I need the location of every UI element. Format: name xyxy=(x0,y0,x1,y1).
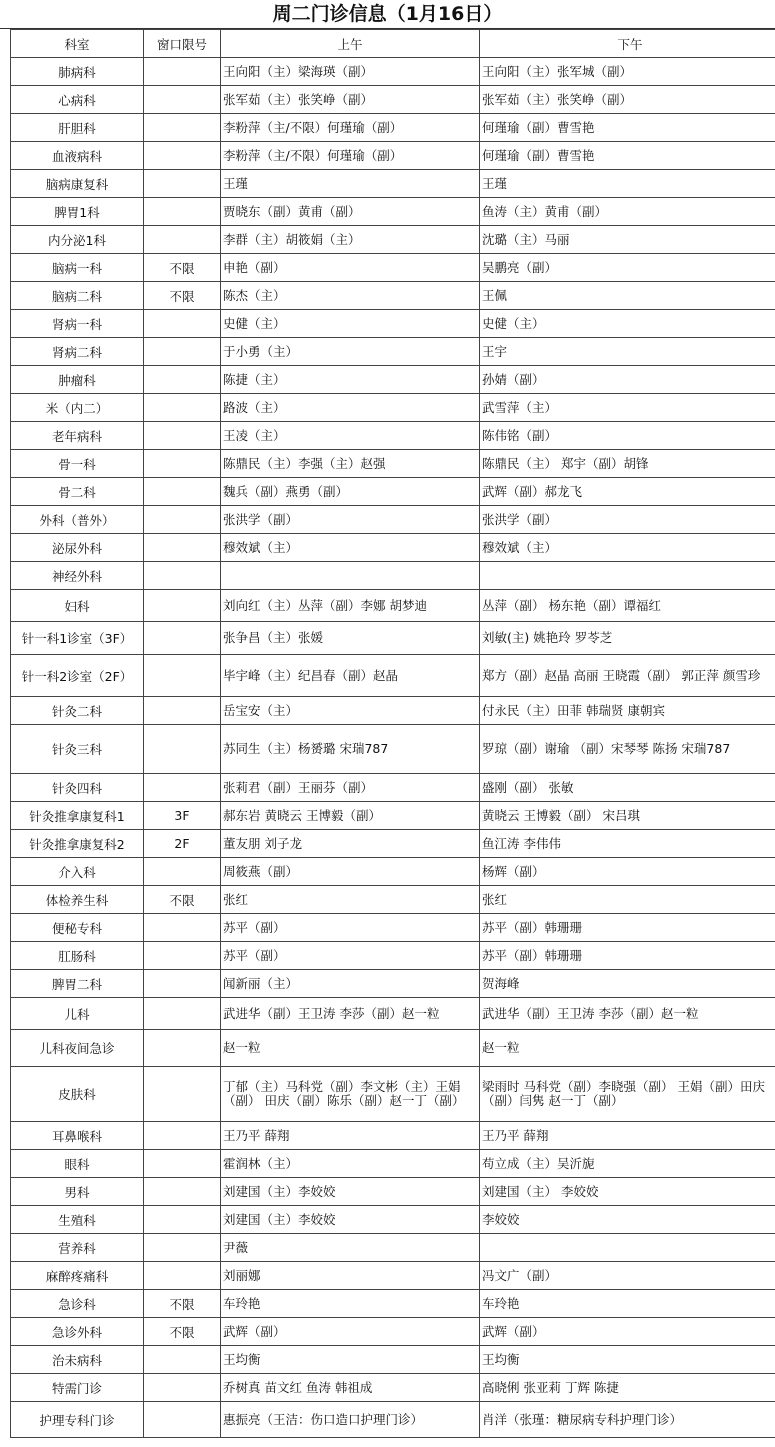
window-limit-cell xyxy=(144,506,221,534)
department-cell: 便秘专科 xyxy=(11,914,144,942)
window-limit-cell xyxy=(144,534,221,562)
table-row xyxy=(11,802,775,830)
window-limit-cell xyxy=(144,970,221,998)
afternoon-cell: 何瑾瑜（副）曹雪艳 xyxy=(480,114,775,142)
morning-cell: 李粉萍（主/不限）何瑾瑜（副） xyxy=(221,142,480,170)
morning-cell: 岳宝安（主） xyxy=(221,697,480,725)
morning-cell: 尹薇 xyxy=(221,1234,480,1262)
window-limit-cell xyxy=(144,725,221,774)
afternoon-cell: 史健（主） xyxy=(480,310,775,338)
table-row xyxy=(11,142,775,170)
window-limit-cell xyxy=(144,450,221,478)
afternoon-cell: 刘建国（主） 李姣姣 xyxy=(480,1178,775,1206)
afternoon-cell: 王佩 xyxy=(480,282,775,310)
morning-cell: 王均衡 xyxy=(221,1346,480,1374)
department-cell: 神经外科 xyxy=(11,562,144,590)
morning-cell: 乔树真 苗文红 鱼涛 韩祖成 xyxy=(221,1374,480,1402)
table-row xyxy=(11,774,775,802)
morning-cell: 惠振亮（王洁：伤口造口护理门诊） xyxy=(221,1402,480,1438)
afternoon-cell: 张军茹（主）张笑峥（副） xyxy=(480,86,775,114)
table-row xyxy=(11,942,775,970)
morning-cell: 张争昌（主）张媛 xyxy=(221,622,480,655)
morning-cell: 刘建国（主）李姣姣 xyxy=(221,1178,480,1206)
table-row xyxy=(11,1346,775,1374)
morning-cell: 陈鼎民（主）李强（主）赵强 xyxy=(221,450,480,478)
morning-cell: 穆效斌（主） xyxy=(221,534,480,562)
table-row xyxy=(11,970,775,998)
window-limit-cell xyxy=(144,1402,221,1438)
morning-cell: 武进华（副）王卫涛 李莎（副）赵一粒 xyxy=(221,998,480,1030)
table-row xyxy=(11,1178,775,1206)
afternoon-cell: 武辉（副） xyxy=(480,1318,775,1346)
department-cell: 治未病科 xyxy=(11,1346,144,1374)
morning-cell: 李粉萍（主/不限）何瑾瑜（副） xyxy=(221,114,480,142)
department-cell: 脑病康复科 xyxy=(11,170,144,198)
window-limit-cell xyxy=(144,914,221,942)
afternoon-cell: 陈伟铭（副） xyxy=(480,422,775,450)
department-cell: 特需门诊 xyxy=(11,1374,144,1402)
morning-cell: 苏平（副） xyxy=(221,942,480,970)
window-limit-cell xyxy=(144,86,221,114)
table-row xyxy=(11,725,775,774)
window-limit-cell: 不限 xyxy=(144,886,221,914)
table-row xyxy=(11,1234,775,1262)
department-cell: 皮肤科 xyxy=(11,1067,144,1122)
window-limit-cell xyxy=(144,114,221,142)
department-cell: 脾胃1科 xyxy=(11,198,144,226)
morning-cell: 刘向红（主）丛萍（副）李娜 胡梦迪 xyxy=(221,590,480,622)
department-cell: 肿瘤科 xyxy=(11,366,144,394)
afternoon-cell xyxy=(480,562,775,590)
department-cell: 脑病一科 xyxy=(11,254,144,282)
table-row xyxy=(11,590,775,622)
window-limit-cell: 不限 xyxy=(144,1318,221,1346)
afternoon-cell: 刘敏(主) 姚艳玲 罗苓芝 xyxy=(480,622,775,655)
afternoon-cell: 李姣姣 xyxy=(480,1206,775,1234)
window-limit-cell xyxy=(144,697,221,725)
department-cell: 外科（普外） xyxy=(11,506,144,534)
table-row xyxy=(11,1290,775,1318)
department-cell: 麻醉疼痛科 xyxy=(11,1262,144,1290)
window-limit-cell: 3F xyxy=(144,802,221,830)
morning-cell: 周筱燕（副） xyxy=(221,858,480,886)
morning-cell: 赵一粒 xyxy=(221,1030,480,1067)
afternoon-cell: 苟立成（主）吴沂旎 xyxy=(480,1150,775,1178)
window-limit-cell xyxy=(144,310,221,338)
window-limit-cell: 2F xyxy=(144,830,221,858)
afternoon-cell: 王乃平 薛翔 xyxy=(480,1122,775,1150)
morning-cell: 于小勇（主） xyxy=(221,338,480,366)
window-limit-cell xyxy=(144,422,221,450)
table-row xyxy=(11,1374,775,1402)
afternoon-cell: 吴鹏亮（副） xyxy=(480,254,775,282)
morning-cell xyxy=(221,562,480,590)
department-cell: 针灸三科 xyxy=(11,725,144,774)
department-cell: 骨一科 xyxy=(11,450,144,478)
afternoon-cell: 赵一粒 xyxy=(480,1030,775,1067)
department-cell: 针一科2诊室（2F） xyxy=(11,655,144,697)
table-row xyxy=(11,338,775,366)
table-row xyxy=(11,478,775,506)
table-row xyxy=(11,226,775,254)
window-limit-cell xyxy=(144,655,221,697)
window-limit-cell: 不限 xyxy=(144,282,221,310)
department-cell: 眼科 xyxy=(11,1150,144,1178)
afternoon-cell: 何瑾瑜（副）曹雪艳 xyxy=(480,142,775,170)
afternoon-cell: 孙婧（副） xyxy=(480,366,775,394)
table-row xyxy=(11,450,775,478)
morning-cell: 张军茹（主）张笑峥（副） xyxy=(221,86,480,114)
department-cell: 针灸四科 xyxy=(11,774,144,802)
table-row xyxy=(11,697,775,725)
afternoon-cell: 高晓俐 张亚莉 丁辉 陈捷 xyxy=(480,1374,775,1402)
table-row xyxy=(11,254,775,282)
department-cell: 急诊科 xyxy=(11,1290,144,1318)
table-row xyxy=(11,1318,775,1346)
table-row xyxy=(11,198,775,226)
morning-cell: 张红 xyxy=(221,886,480,914)
window-limit-cell xyxy=(144,338,221,366)
table-row xyxy=(11,998,775,1030)
department-cell: 儿科 xyxy=(11,998,144,1030)
window-limit-cell: 不限 xyxy=(144,1290,221,1318)
table-row xyxy=(11,914,775,942)
afternoon-cell: 付永民（主）田菲 韩瑞贤 康朝宾 xyxy=(480,697,775,725)
afternoon-cell: 王瑾 xyxy=(480,170,775,198)
afternoon-cell: 王宇 xyxy=(480,338,775,366)
morning-cell: 魏兵（副）燕勇（副） xyxy=(221,478,480,506)
morning-cell: 陈捷（主） xyxy=(221,366,480,394)
table-row xyxy=(11,655,775,697)
table-row xyxy=(11,622,775,655)
table-row xyxy=(11,394,775,422)
window-limit-cell xyxy=(144,1067,221,1122)
header-morning: 上午 xyxy=(221,30,480,58)
morning-cell: 王乃平 薛翔 xyxy=(221,1122,480,1150)
department-cell: 针灸二科 xyxy=(11,697,144,725)
window-limit-cell xyxy=(144,58,221,86)
afternoon-cell: 张洪学（副） xyxy=(480,506,775,534)
table-row xyxy=(11,114,775,142)
header-row xyxy=(11,30,775,58)
window-limit-cell xyxy=(144,394,221,422)
afternoon-cell: 黄晓云 王博毅（副） 宋吕琪 xyxy=(480,802,775,830)
table-row xyxy=(11,1262,775,1290)
morning-cell: 董友朋 刘子龙 xyxy=(221,830,480,858)
afternoon-cell: 穆效斌（主） xyxy=(480,534,775,562)
afternoon-cell: 武雪萍（主） xyxy=(480,394,775,422)
table-row xyxy=(11,1402,775,1438)
window-limit-cell xyxy=(144,1178,221,1206)
table-row xyxy=(11,1067,775,1122)
window-limit-cell xyxy=(144,858,221,886)
afternoon-cell: 张红 xyxy=(480,886,775,914)
morning-cell: 贾晓东（副）黄甫（副） xyxy=(221,198,480,226)
afternoon-cell: 鱼涛（主）黄甫（副） xyxy=(480,198,775,226)
afternoon-cell: 肖洋（张瑾：糖尿病专科护理门诊） xyxy=(480,1402,775,1438)
afternoon-cell: 梁雨时 马科党（副）李晓强（副） 王娟（副）田庆（副）闫隽 赵一丁（副） xyxy=(480,1067,775,1122)
table-row xyxy=(11,1122,775,1150)
department-cell: 体检养生科 xyxy=(11,886,144,914)
header-window-limit: 窗口限号 xyxy=(144,30,221,58)
window-limit-cell xyxy=(144,622,221,655)
morning-cell: 苏同生（主）杨赟璐 宋瑞787 xyxy=(221,725,480,774)
morning-cell: 陈杰（主） xyxy=(221,282,480,310)
table-row xyxy=(11,310,775,338)
window-limit-cell xyxy=(144,562,221,590)
afternoon-cell: 武辉（副）郝龙飞 xyxy=(480,478,775,506)
window-limit-cell xyxy=(144,942,221,970)
morning-cell: 张莉君（副）王丽芬（副） xyxy=(221,774,480,802)
afternoon-cell: 王均衡 xyxy=(480,1346,775,1374)
window-limit-cell: 不限 xyxy=(144,254,221,282)
table-row xyxy=(11,534,775,562)
morning-cell: 郝东岩 黄晓云 王博毅（副） xyxy=(221,802,480,830)
window-limit-cell xyxy=(144,142,221,170)
window-limit-cell xyxy=(144,226,221,254)
department-cell: 心病科 xyxy=(11,86,144,114)
afternoon-cell: 盛刚（副） 张敏 xyxy=(480,774,775,802)
morning-cell: 车玲艳 xyxy=(221,1290,480,1318)
afternoon-cell: 鱼江涛 李伟伟 xyxy=(480,830,775,858)
window-limit-cell xyxy=(144,1150,221,1178)
afternoon-cell: 苏平（副）韩珊珊 xyxy=(480,914,775,942)
department-cell: 脾胃二科 xyxy=(11,970,144,998)
window-limit-cell xyxy=(144,366,221,394)
window-limit-cell xyxy=(144,1346,221,1374)
table-row xyxy=(11,562,775,590)
page-title: 周二门诊信息（1月16日） xyxy=(0,0,775,29)
afternoon-cell: 冯文广（副） xyxy=(480,1262,775,1290)
window-limit-cell xyxy=(144,774,221,802)
department-cell: 妇科 xyxy=(11,590,144,622)
table-row xyxy=(11,282,775,310)
department-cell: 肺病科 xyxy=(11,58,144,86)
morning-cell: 王瑾 xyxy=(221,170,480,198)
department-cell: 儿科夜间急诊 xyxy=(11,1030,144,1067)
department-cell: 内分泌1科 xyxy=(11,226,144,254)
department-cell: 急诊外科 xyxy=(11,1318,144,1346)
morning-cell: 刘建国（主）李姣姣 xyxy=(221,1206,480,1234)
morning-cell: 刘丽娜 xyxy=(221,1262,480,1290)
window-limit-cell xyxy=(144,1206,221,1234)
department-cell: 血液病科 xyxy=(11,142,144,170)
department-cell: 肾病二科 xyxy=(11,338,144,366)
morning-cell: 申艳（副） xyxy=(221,254,480,282)
table-row xyxy=(11,58,775,86)
department-cell: 针灸推拿康复科2 xyxy=(11,830,144,858)
department-cell: 针一科1诊室（3F） xyxy=(11,622,144,655)
morning-cell: 张洪学（副） xyxy=(221,506,480,534)
window-limit-cell xyxy=(144,1374,221,1402)
department-cell: 泌尿外科 xyxy=(11,534,144,562)
department-cell: 介入科 xyxy=(11,858,144,886)
morning-cell: 李群（主）胡筱娟（主） xyxy=(221,226,480,254)
department-cell: 针灸推拿康复科1 xyxy=(11,802,144,830)
department-cell: 骨二科 xyxy=(11,478,144,506)
table-row xyxy=(11,422,775,450)
window-limit-cell xyxy=(144,1234,221,1262)
header-department: 科室 xyxy=(11,30,144,58)
window-limit-cell xyxy=(144,198,221,226)
morning-cell: 闻新丽（主） xyxy=(221,970,480,998)
window-limit-cell xyxy=(144,998,221,1030)
department-cell: 男科 xyxy=(11,1178,144,1206)
department-cell: 脑病二科 xyxy=(11,282,144,310)
table-row xyxy=(11,1030,775,1067)
afternoon-cell: 杨辉（副） xyxy=(480,858,775,886)
morning-cell: 毕宇峰（主）纪昌春（副）赵晶 xyxy=(221,655,480,697)
department-cell: 肾病一科 xyxy=(11,310,144,338)
table-row xyxy=(11,1150,775,1178)
window-limit-cell xyxy=(144,170,221,198)
table-row xyxy=(11,1206,775,1234)
morning-cell: 王向阳（主）梁海瑛（副） xyxy=(221,58,480,86)
department-cell: 肝胆科 xyxy=(11,114,144,142)
morning-cell: 王凌（主） xyxy=(221,422,480,450)
afternoon-cell: 苏平（副）韩珊珊 xyxy=(480,942,775,970)
department-cell: 生殖科 xyxy=(11,1206,144,1234)
schedule-body xyxy=(11,58,775,1438)
morning-cell: 丁郁（主）马科党（副）李文彬（主）王娟（副） 田庆（副）陈乐（副）赵一丁（副） xyxy=(221,1067,480,1122)
table-row xyxy=(11,170,775,198)
afternoon-cell: 车玲艳 xyxy=(480,1290,775,1318)
afternoon-cell: 郑方（副）赵晶 高丽 王晓霞（副） 郭正萍 颜雪珍 xyxy=(480,655,775,697)
table-row xyxy=(11,858,775,886)
window-limit-cell xyxy=(144,590,221,622)
table-row xyxy=(11,506,775,534)
department-cell: 耳鼻喉科 xyxy=(11,1122,144,1150)
window-limit-cell xyxy=(144,478,221,506)
morning-cell: 路波（主） xyxy=(221,394,480,422)
afternoon-cell: 沈璐（主）马丽 xyxy=(480,226,775,254)
table-row xyxy=(11,86,775,114)
afternoon-cell: 罗琼（副）谢瑜 （副）宋琴琴 陈扬 宋瑞787 xyxy=(480,725,775,774)
afternoon-cell: 陈鼎民（主） 郑宇（副）胡锋 xyxy=(480,450,775,478)
morning-cell: 史健（主） xyxy=(221,310,480,338)
department-cell: 护理专科门诊 xyxy=(11,1402,144,1438)
afternoon-cell: 王向阳（主）张军城（副） xyxy=(480,58,775,86)
window-limit-cell xyxy=(144,1262,221,1290)
window-limit-cell xyxy=(144,1122,221,1150)
table-row xyxy=(11,886,775,914)
morning-cell: 武辉（副） xyxy=(221,1318,480,1346)
clinic-schedule-table xyxy=(10,29,775,1438)
department-cell: 老年病科 xyxy=(11,422,144,450)
afternoon-cell: 丛萍（副） 杨东艳（副）谭福红 xyxy=(480,590,775,622)
window-limit-cell xyxy=(144,1030,221,1067)
table-row xyxy=(11,830,775,858)
department-cell: 肛肠科 xyxy=(11,942,144,970)
afternoon-cell: 贺海峰 xyxy=(480,970,775,998)
afternoon-cell: 武进华（副）王卫涛 李莎（副）赵一粒 xyxy=(480,998,775,1030)
department-cell: 米（内二） xyxy=(11,394,144,422)
department-cell: 营养科 xyxy=(11,1234,144,1262)
afternoon-cell xyxy=(480,1234,775,1262)
header-afternoon: 下午 xyxy=(480,30,775,58)
morning-cell: 苏平（副） xyxy=(221,914,480,942)
morning-cell: 霍润林（主） xyxy=(221,1150,480,1178)
table-row xyxy=(11,366,775,394)
